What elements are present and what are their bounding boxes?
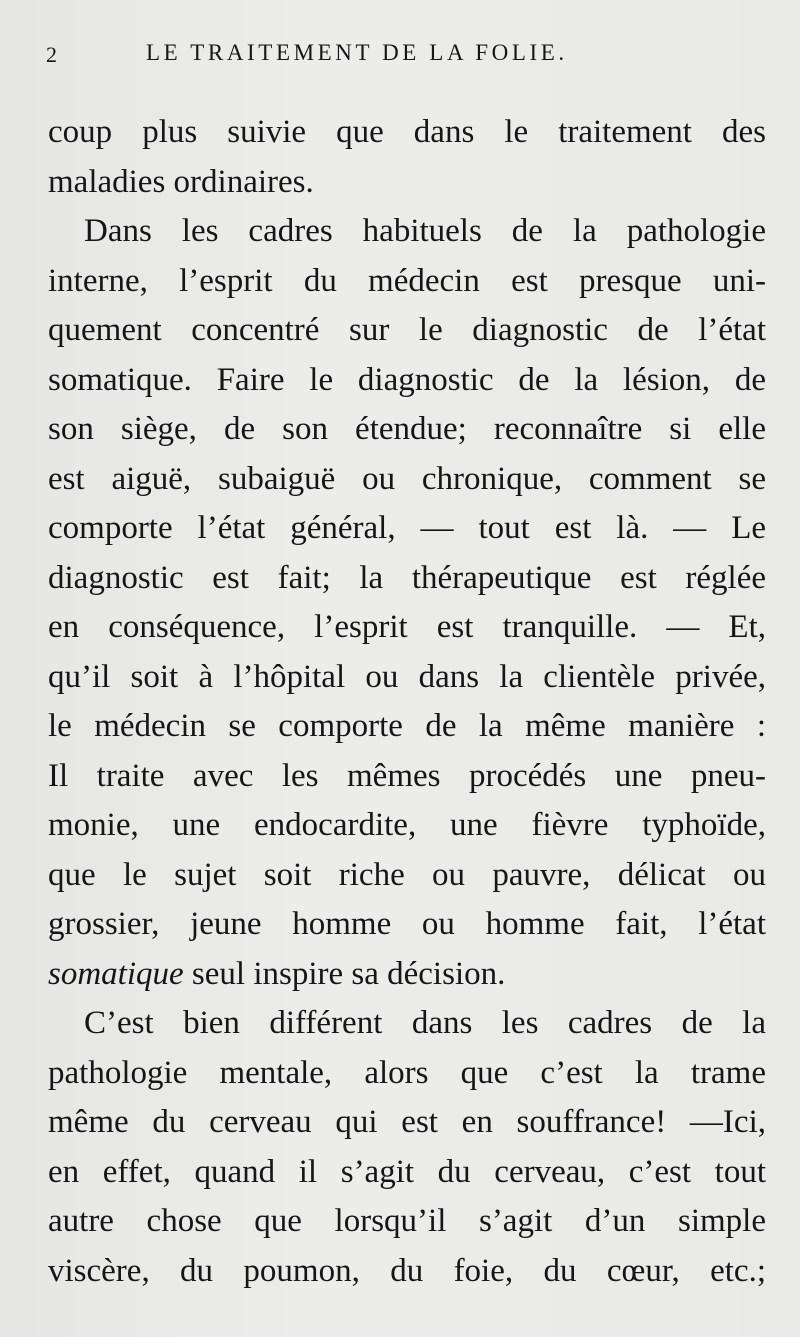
paragraph-2 <box>48 207 766 999</box>
text-line: grossier, jeune homme ou homme fait, l’état <box>48 906 766 942</box>
text-line: interne, l’esprit du médecin est presque uni- <box>48 262 766 299</box>
running-title: LE TRAITEMENT DE LA FOLIE. <box>146 40 568 65</box>
text-line: somatique. Faire le diagnostic de la lésion, de <box>48 361 766 398</box>
page-number: 2 <box>46 42 57 67</box>
text-line: comporte l’état général, — tout est là. — Le <box>48 510 766 546</box>
text-line: viscère, du poumon, du foie, du cœur, etc.; <box>48 1252 766 1289</box>
emphasized-word: somatique <box>48 955 184 992</box>
text-line: en conséquence, l’esprit est tranquille. — Et, <box>48 609 766 645</box>
text-fragment: seul inspire sa décision. <box>183 955 506 992</box>
text-line: est aiguë, subaiguë ou chronique, comment se <box>48 460 766 497</box>
body-text <box>48 108 766 1296</box>
text-line: Il traite avec les mêmes procédés une pneu- <box>48 757 766 794</box>
text-line <box>48 950 766 1000</box>
paragraph-1 <box>48 108 766 207</box>
text-line: coup plus suivie que dans le traitement des <box>48 114 766 150</box>
running-head <box>46 40 686 80</box>
text-line: qu’il soit à l’hôpital ou dans la clientèle privée, <box>48 658 766 695</box>
text-line: que le sujet soit riche ou pauvre, délicat ou <box>48 856 766 893</box>
text-line: pathologie mentale, alors que c’est la trame <box>48 1054 766 1091</box>
text-line: son siège, de son étendue; reconnaître si elle <box>48 411 766 447</box>
paragraph-3 <box>48 999 766 1296</box>
text-line: maladies ordinaires. <box>48 163 314 200</box>
text-line: monie, une endocardite, une fièvre typhoïde, <box>48 807 766 843</box>
text-line: le médecin se comporte de la même manière : <box>48 708 766 744</box>
text-line: Dans les cadres habituels de la pathologie <box>84 213 766 249</box>
text-line: même du cerveau qui est en souffrance! —Ici, <box>48 1104 766 1140</box>
text-line: C’est bien différent dans les cadres de la <box>84 1005 766 1041</box>
text-line: en effet, quand il s’agit du cerveau, c’est tout <box>48 1153 766 1190</box>
text-line: diagnostic est fait; la thérapeutique est réglée <box>48 559 766 596</box>
text-line: autre chose que lorsqu’il s’agit d’un simple <box>48 1203 766 1239</box>
text-line: quement concentré sur le diagnostic de l’état <box>48 312 766 348</box>
